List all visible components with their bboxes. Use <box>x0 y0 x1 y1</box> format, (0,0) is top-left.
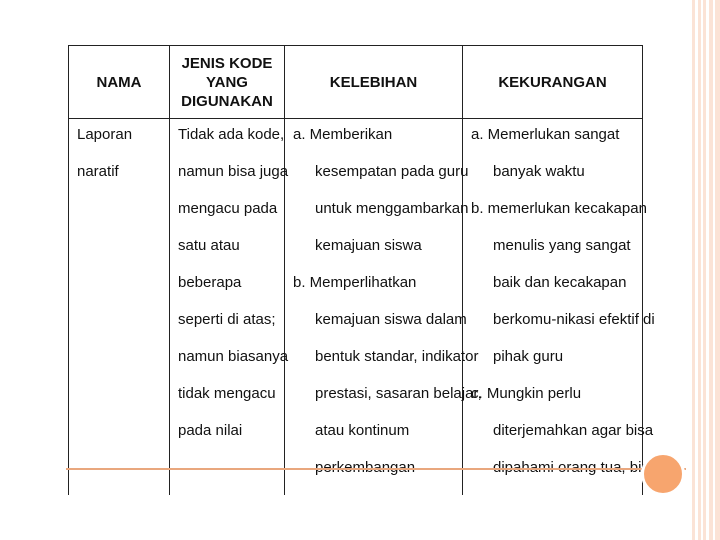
cell-line: kemajuan siswa <box>315 237 422 254</box>
cell-line: menulis yang sangat <box>493 237 631 254</box>
table-row <box>69 119 643 496</box>
cell-line: a. Memerlukan sangat <box>471 126 620 143</box>
cell-line: pada nilai <box>178 422 243 439</box>
cell-line: baik dan kecakapan <box>493 274 627 291</box>
cell-line: kesempatan pada guru <box>315 163 469 180</box>
header-kelebihan: KELEBIHAN <box>285 46 463 119</box>
cell-line <box>285 458 462 495</box>
cell-line: untuk menggambarkan <box>315 200 469 217</box>
cell-line: b. memerlukan kecakapan <box>471 200 647 217</box>
cell-line: namun biasanya <box>178 348 289 365</box>
cell-line: Tidak ada kode, <box>178 126 285 143</box>
cell-line: a. Memberikan <box>293 126 393 143</box>
cell-line: diterjemahkan agar bisa <box>493 422 654 439</box>
slide-right-border <box>692 0 720 540</box>
cell-line: b. Memperlihatkan <box>293 274 417 291</box>
cell-line: mengacu pada <box>178 200 278 217</box>
header-jenis-kode: JENIS KODE YANG DIGUNAKAN <box>170 46 285 119</box>
cell-line: satu atau <box>178 237 240 254</box>
document-table-image <box>68 45 655 470</box>
cell-line: naratif <box>77 163 119 180</box>
cell-line: prestasi, sasaran belajar, <box>315 385 482 402</box>
cell-line: beberapa <box>178 274 242 291</box>
cell-line: atau kontinum <box>315 422 410 439</box>
cell-kekurangan <box>463 119 655 496</box>
cell-kelebihan <box>285 119 482 496</box>
cell-line: kemajuan siswa dalam <box>315 311 467 328</box>
header-kekurangan: KEKURANGAN <box>463 46 643 119</box>
cell-line: bentuk standar, indikator <box>315 348 479 365</box>
bottom-accent-line <box>66 468 686 470</box>
comparison-table <box>68 45 655 495</box>
cell-line: banyak waktu <box>493 163 585 180</box>
cell-line <box>463 458 642 495</box>
cell-line: seperti di atas; <box>178 311 276 328</box>
decorative-circle <box>641 452 685 496</box>
header-nama: NAMA <box>69 46 170 119</box>
table-header-row <box>69 46 643 119</box>
cell-line: tidak mengacu <box>178 385 276 402</box>
cell-line: Laporan <box>77 126 133 143</box>
cell-nama <box>69 119 170 496</box>
cell-line: c. Mungkin perlu <box>471 385 582 402</box>
cell-line: namun bisa juga <box>178 163 289 180</box>
cell-line: pihak guru <box>493 348 564 365</box>
cell-line: berkomu-nikasi efektif di <box>493 311 655 328</box>
cell-jenis-kode <box>170 119 289 496</box>
